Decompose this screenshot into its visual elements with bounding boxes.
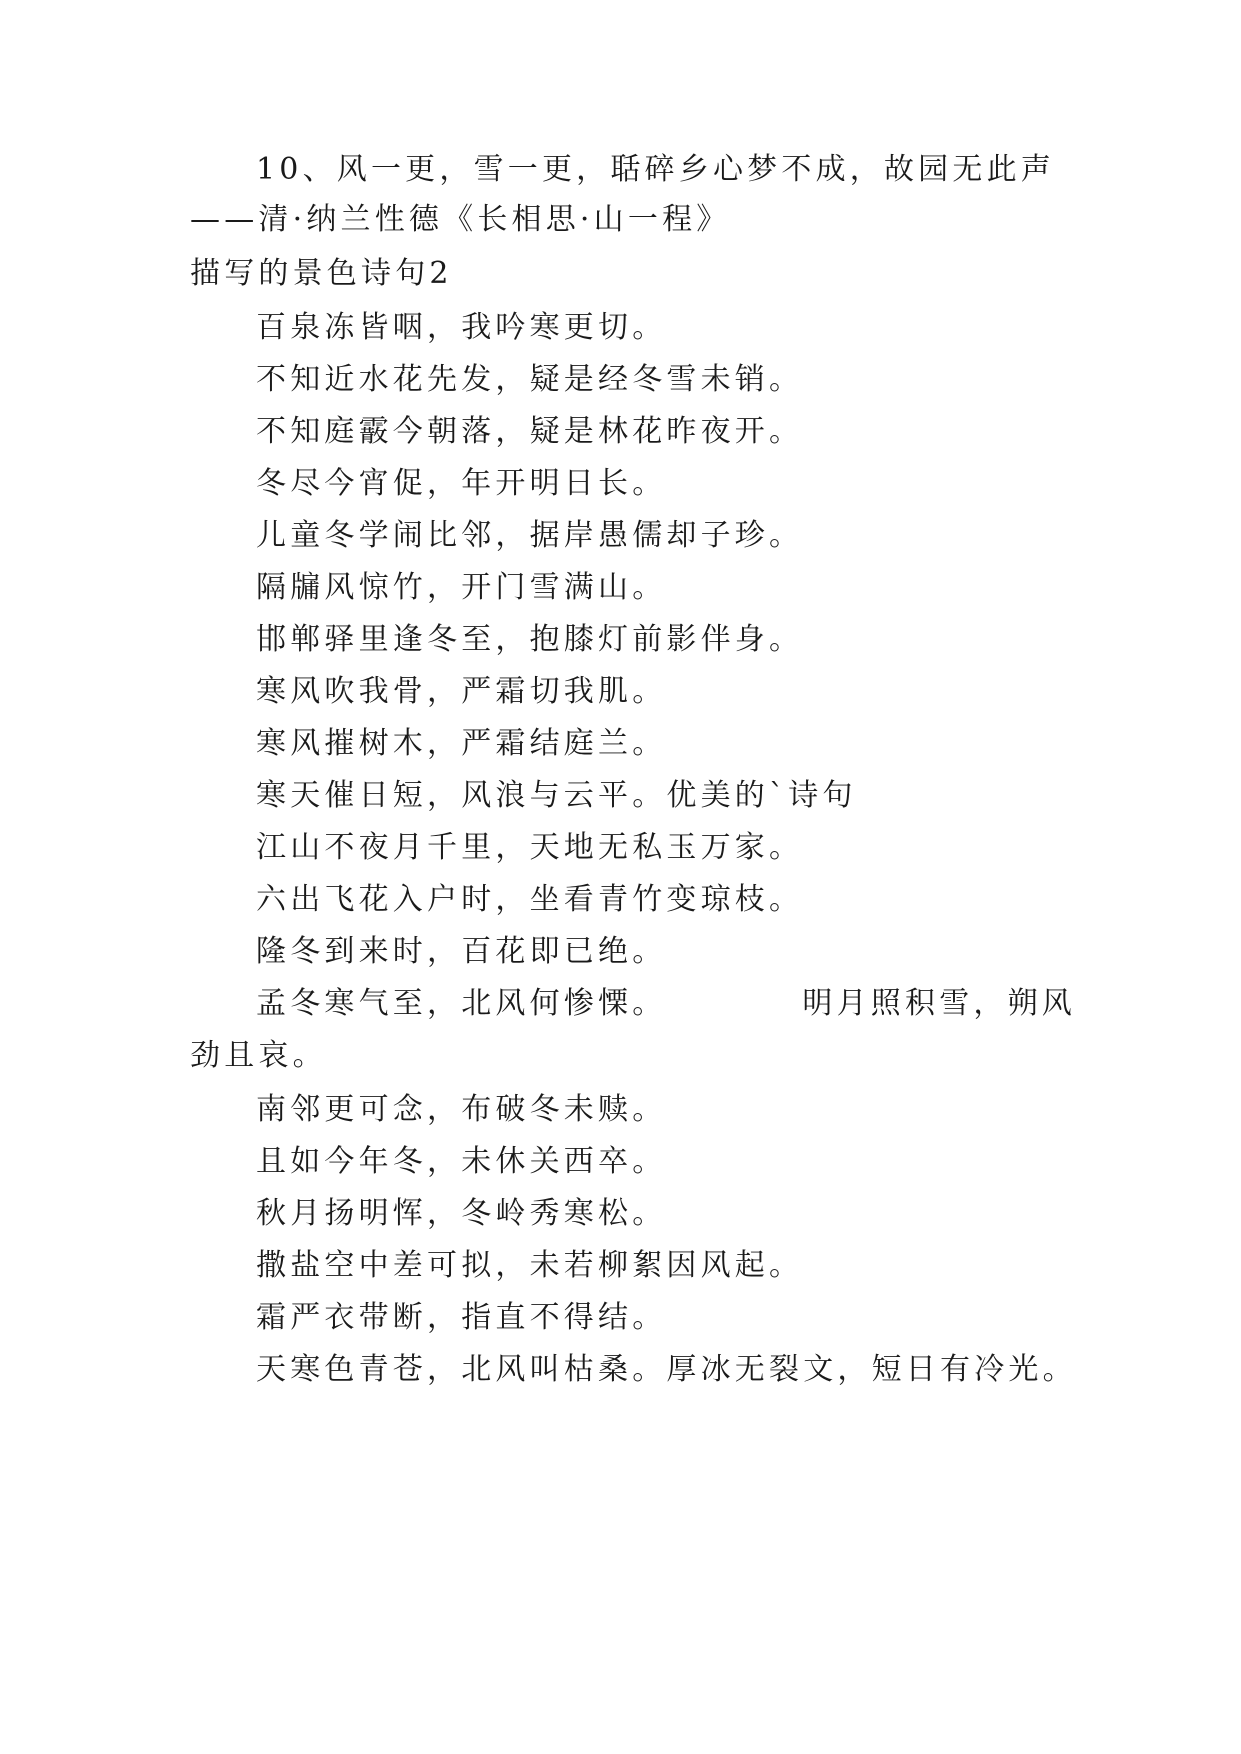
poem-line: 霜严衣带断，指直不得结。 — [256, 1300, 667, 1335]
poem-line: 儿童冬学闹比邻，据岸愚儒却子珍。 — [256, 518, 804, 553]
section-heading: 描写的景色诗句2 — [190, 256, 453, 291]
poem-line: 天寒色青苍，北风叫枯桑。厚冰无裂文，短日有冷光。 — [256, 1352, 1077, 1387]
poem-line-part: 孟冬寒气至，北风何惨慄。 — [256, 986, 667, 1021]
poem-line: 江山不夜月千里，天地无私玉万家。 — [256, 830, 804, 865]
poem-line-part: 明月照积雪，朔风 — [802, 986, 1077, 1021]
poem-line: 寒风摧树木，严霜结庭兰。 — [256, 726, 667, 761]
poem-line: 秋月扬明恽，冬岭秀寒松。 — [256, 1196, 667, 1231]
poem-line: 且如今年冬，未休关西卒。 — [256, 1144, 667, 1179]
poem-line: 10、风一更，雪一更，聒碎乡心梦不成，故园无此声 — [256, 152, 1055, 187]
poem-line: 六出飞花入户时，坐看青竹变琼枝。 — [256, 882, 804, 917]
poem-line: 邯郸驿里逢冬至，抱膝灯前影伴身。 — [256, 622, 804, 657]
poem-line: 不知庭霰今朝落，疑是林花昨夜开。 — [256, 414, 804, 449]
poem-line: 寒风吹我骨，严霜切我肌。 — [256, 674, 667, 709]
poem-line: 百泉冻皆咽，我吟寒更切。 — [256, 310, 667, 345]
poem-attribution: ——清·纳兰性德《长相思·山一程》 — [190, 202, 731, 237]
poem-line: 冬尽今宵促，年开明日长。 — [256, 466, 667, 501]
poem-line: 不知近水花先发，疑是经冬雪未销。 — [256, 362, 804, 397]
poem-line: 隆冬到来时，百花即已绝。 — [256, 934, 667, 969]
poem-line: 撒盐空中差可拟，未若柳絮因风起。 — [256, 1248, 804, 1283]
poem-line: 寒天催日短，风浪与云平。优美的`诗句 — [256, 778, 857, 813]
poem-line: 隔牖风惊竹，开门雪满山。 — [256, 570, 667, 605]
poem-line-with-gap — [256, 984, 1076, 1024]
poem-line: 南邻更可念，布破冬未赎。 — [256, 1092, 667, 1127]
poem-line-continuation: 劲且哀。 — [190, 1038, 327, 1073]
